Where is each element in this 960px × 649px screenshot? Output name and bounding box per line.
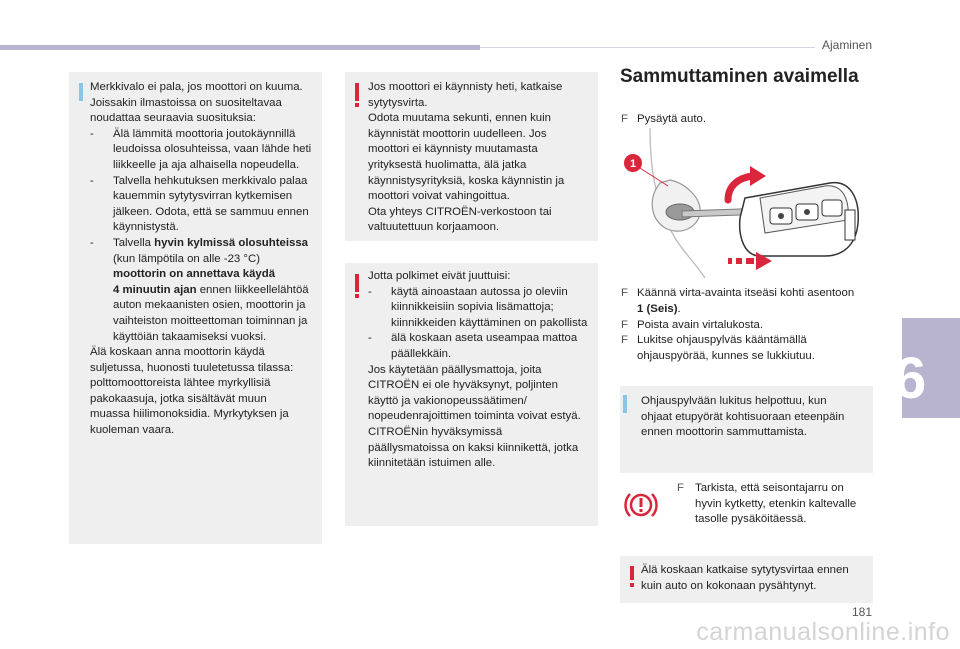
warning-icon — [355, 83, 359, 101]
info-icon — [623, 395, 627, 413]
step-arrow-icon: F — [677, 482, 684, 494]
warning-box-start-failure: Jos moottori ei käynnisty heti, katkaise sytytysvirta. Odota muutama sekunti, ennen kuin käynnistät moottorin uudelleen. Jos moottori ei käynnisty muutamasta yrityksestä huolimatta, älä jatka käynnistysyrityksiä, koska käynnistin ja moottori voivat vahingoittua. Ota yhteys CITROËN-verkostoon tai valtuutettuun korjaamoon. — [345, 72, 598, 241]
step-arrow-icon: F — [621, 334, 628, 346]
warning-box-floor-mats: Jotta polkimet eivät juuttuisi: - käytä ainoastaan autossa jo oleviin kiinnikkeisiin sopivia lisämattoja; kiinnikkeiden käyttäminen on pakollista - älä koskaan aseta useampaa mattoa päällekkäin. Jos käytetään päällysmattoja, joita CITROËN ei ole hyväksynyt, poljinten käyttö ja vakionopeussäätimen/ nopeudenrajoittimen toiminta voivat estyä. CITROËNin hyväksymissä päällysmatoissa on kaksi kiinnikettä, jotka kiinnitetään istuimen alle. — [345, 263, 598, 526]
callout-number: 1 — [629, 158, 637, 170]
step-arrow-icon: F — [621, 113, 628, 125]
ignition-key-illustration — [620, 128, 870, 278]
warning-icon-dot — [355, 294, 359, 298]
recommendation-list — [90, 127, 322, 345]
intro-line: Joissakin ilmastoissa on suositeltavaa — [90, 96, 282, 109]
list-item: - Talvella hyvin kylmissä olosuhteissa (kun lämpötila on alle -23 °C) moottorin on annettava käydä 4 minuutin ajan ennen liikkeellelähtöä auton mekaanisten osien, moottorin ja vaihteiston moitteettoman toiminnan ja käyttöiän takaamiseksi vuoksi. — [90, 236, 309, 343]
step-turn-key: F Käännä virta-avainta itseäsi kohti asentoon 1 (Seis). — [621, 287, 855, 315]
warning-box-ignition: Älä koskaan katkaise sytytysvirtaa ennen kuin auto on kokonaan pysähtynyt. — [620, 556, 873, 603]
header-bar — [0, 45, 480, 50]
warning-icon — [630, 566, 634, 580]
header-rule — [480, 47, 815, 48]
chapter-number: 6 — [894, 346, 927, 411]
mat-rules-list — [368, 285, 596, 363]
warning-icon — [355, 274, 359, 292]
info-icon — [79, 83, 83, 101]
list-item: - Älä lämmitä moottoria joutokäynnillä leudoissa olosuhteissa, vaan lähde heti liikkeelle ja aja alhaisella nopeudella. — [90, 127, 312, 171]
intro-line: Merkkivalo ei pala, jos moottori on kuuma. — [90, 81, 303, 93]
info-box-steering-lock: Ohjauspylvään lukitus helpottuu, kun ohjaat etupyörät kohtisuoraan eteenpäin ennen moottorin sammuttamista. — [620, 386, 873, 473]
step-stop-car: F Pysäytä auto. — [621, 112, 706, 128]
brake-reminder-box: F Tarkista, että seisontajarru on hyvin kytketty, etenkin kaltevalle tasolle pysäköitäessä. — [620, 473, 873, 539]
section-title-header: Ajaminen — [821, 38, 872, 52]
intro-line: noudattaa seuraavia suosituksia: — [90, 112, 256, 125]
watermark: carmanualsonline.info — [696, 618, 950, 646]
list-item: - älä koskaan aseta useampaa mattoa päällekkäin. — [368, 332, 578, 360]
step-lock-steering: F Lukitse ohjauspylväs kääntämällä ohjauspyörää, kunnes se lukkiutuu. — [621, 334, 815, 362]
rotate-arrow-icon — [728, 176, 752, 200]
step-remove-key: F Poista avain virtalukosta. — [621, 318, 763, 334]
warning-icon-dot — [630, 583, 634, 587]
warning-icon-dot — [355, 103, 359, 107]
parking-brake-icon — [623, 492, 659, 518]
list-item: - Talvella hehkutuksen merkkivalo palaa kauemmin sytytysvirran kytkemisen jälkeen. Odota, että se sammuu ennen käynnistystä. — [90, 174, 309, 234]
step-arrow-icon: F — [621, 319, 628, 331]
info-box-cold-start: Merkkivalo ei pala, jos moottori on kuuma. Joissakin ilmastoissa on suositeltavaa noudattaa seuraavia suosituksia: - Älä lämmitä moottoria joutokäynnillä leudoissa olosuhteissa, vaan lähde heti liikkeelle ja aja alhaisella nopeudella. - Talvella hehkutuksen merkkivalo palaa kauemmin sytytysvirran kytkemisen jälkeen. Odota, että se sammuu ennen käynnistystä. - Talvella hyvin kylmissä olosuhteissa (kun lämpötila on alle -23 °C) moottorin on annettava käydä 4 minuutin ajan ennen liikkeellelähtöä auton mekaanisten osien, moottorin ja vaihteiston moitteettoman toiminnan ja käyttöiän takaamiseksi vuoksi. Älä koskaan anna moottorin käydä suljetussa, huonosti tuuletetussa tilassa: polttomoottoreista lähtee myrkyllisiä pakokaasuja, jotka sisältävät muun muassa hiilimonoksidia. Myrkytyksen ja kuoleman vaara. — [69, 72, 322, 544]
page-number: 181 — [851, 605, 872, 619]
section-heading: Sammuttaminen avaimella — [620, 66, 859, 87]
list-item: - käytä ainoastaan autossa jo oleviin kiinnikkeisiin sopivia lisämattoja; kiinnikkeiden käyttäminen on pakollista — [368, 285, 588, 329]
step-arrow-icon: F — [621, 287, 628, 299]
